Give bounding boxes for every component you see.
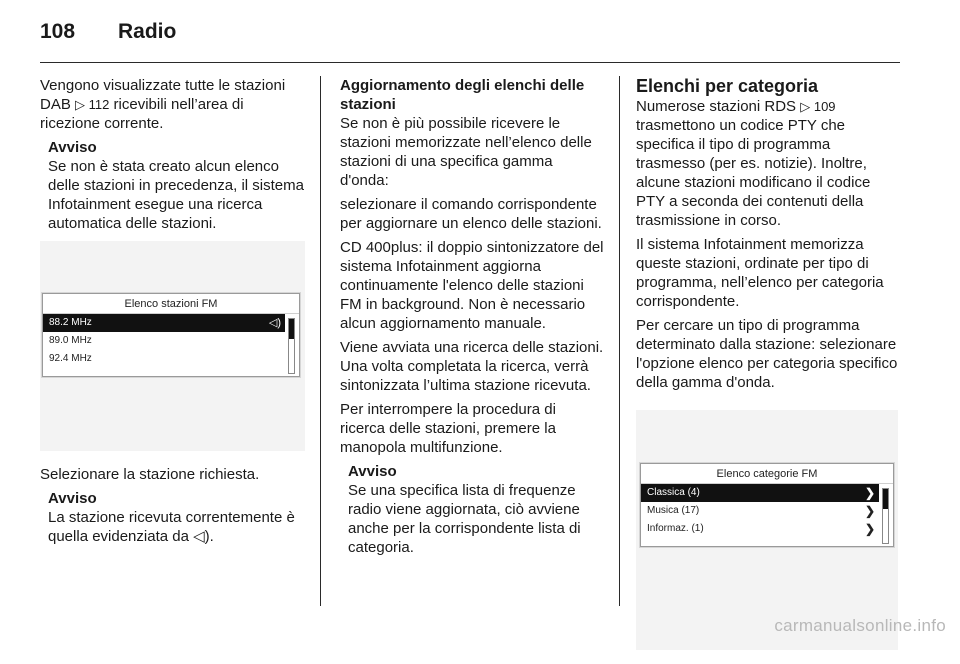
paragraph: Per interrompere la procedura di ricerca delle stazioni, premere la manopola multifunzione. <box>340 401 556 456</box>
list-item: Informaz. (1) ❯ <box>647 522 875 536</box>
scrollbar-thumb <box>289 319 294 339</box>
paragraph: Vengono visualizzate tutte le stazioni DAB ▷ 112 ricevibili nell’area di ricezione corrente. <box>40 77 286 132</box>
screenshot-category-list <box>636 410 898 650</box>
chevron-right-icon: ❯ <box>864 486 875 500</box>
display-title: Elenco stazioni FM <box>43 294 299 314</box>
section-heading: Elenchi per categoria <box>636 76 819 96</box>
display-panel <box>640 463 894 547</box>
column-3 <box>636 76 901 664</box>
display-title: Elenco categorie FM <box>641 464 893 484</box>
paragraph: CD 400plus: il doppio sintonizzatore del sistema Infotainment aggiorna continuamente l'elenco delle stazioni FM in background. Non è necessario alcun aggiornamento manuale. <box>340 239 604 332</box>
page-reference[interactable]: ▷ 109 <box>800 99 836 114</box>
display-panel <box>42 293 300 377</box>
column-divider <box>320 76 321 606</box>
list-item: 88.2 MHz ◁) <box>43 314 285 332</box>
paragraph: Il sistema Infotainment memorizza queste stazioni, ordinate per tipo di programma, nell’elenco per categoria corrispondente. <box>636 236 884 310</box>
note-box <box>40 138 305 233</box>
paragraph: Numerose stazioni RDS ▷ 109 trasmettono un codice PTY che specifica il tipo di programma trasmesso (per es. notizie). Inoltre, alcune stazioni modificano il codice PTY a seconda dei contenuti della trasmissione in corso. <box>636 98 871 229</box>
page-reference[interactable]: ▷ 112 <box>75 97 110 112</box>
paragraph: selezionare il comando corrispondente per aggiornare un elenco delle stazioni. <box>340 196 602 232</box>
header-rule <box>40 62 900 63</box>
list-item: 92.4 MHz <box>49 353 92 364</box>
paragraph: Selezionare la stazione richiesta. <box>40 466 260 483</box>
paragraph: Per cercare un tipo di programma determinato dalla stazione: selezionare l'opzione elenco per categoria specifico della gamma d'onda. <box>636 317 898 391</box>
list-item: Classica (4) ❯ <box>641 484 879 502</box>
note-title: Avviso <box>48 139 97 156</box>
list-item: Musica (17) ❯ <box>647 504 875 518</box>
note-text: Se non è stata creato alcun elenco delle stazioni in precedenza, il sistema Infotainment esegue una ricerca automatica delle stazioni. <box>48 158 304 232</box>
speaker-icon: ◁) <box>268 317 281 329</box>
scrollbar-thumb <box>883 489 888 509</box>
note-text: La stazione ricevuta correntemente è quella evidenziata da ◁). <box>48 509 295 545</box>
section-title: Radio <box>118 20 177 43</box>
column-2 <box>340 76 605 563</box>
column-1 <box>40 76 305 552</box>
note-box <box>40 489 305 546</box>
page-header <box>40 20 900 44</box>
scrollbar <box>882 488 889 544</box>
note-box <box>340 462 605 557</box>
scrollbar <box>288 318 295 374</box>
screenshot-station-list <box>40 241 305 451</box>
note-title: Avviso <box>48 490 97 507</box>
subheading: Aggiornamento degli elenchi delle stazioni <box>340 77 585 113</box>
list-item: 89.0 MHz <box>49 335 92 346</box>
chevron-right-icon: ❯ <box>864 504 875 518</box>
watermark: carmanualsonline.info <box>774 616 946 635</box>
column-divider <box>619 76 620 606</box>
note-title: Avviso <box>348 463 397 480</box>
note-text: Se una specifica lista di frequenze radio viene aggiornata, ciò avviene anche per la corrispondente lista di categoria. <box>348 482 581 556</box>
paragraph: Viene avviata una ricerca delle stazioni. Una volta completata la ricerca, verrà sintonizzata l’ultima stazione ricevuta. <box>340 339 604 394</box>
page-number: 108 <box>40 20 76 43</box>
chevron-right-icon: ❯ <box>864 522 875 536</box>
paragraph: Se non è più possibile ricevere le stazioni memorizzate nell’elenco delle stazioni di una specifica gamma d'onda: <box>340 115 592 189</box>
